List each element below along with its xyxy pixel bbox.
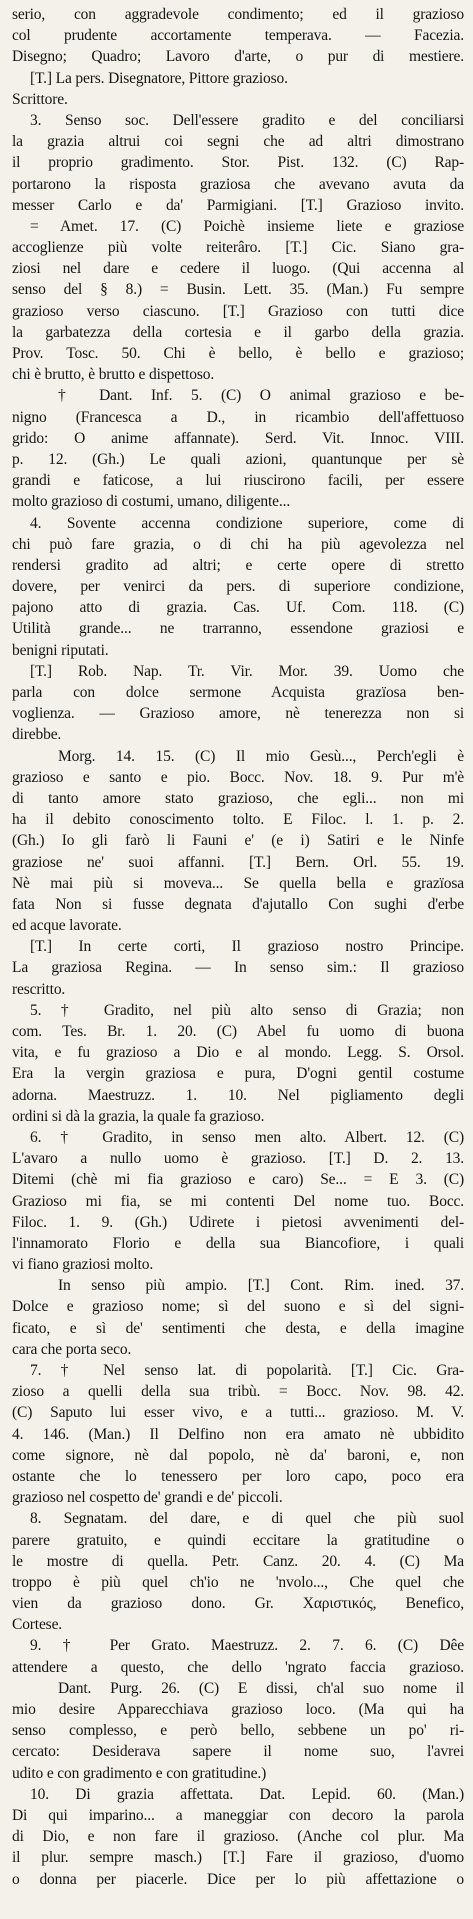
text-line: molto grazioso di costumi, umano, diligente... [12, 493, 291, 511]
text-line: la grazia altrui coi segni che ad altri dimostrano [12, 133, 464, 151]
text-line: pajono atto di grazia. Cas. Uf. Com. 118. (C) [12, 599, 464, 617]
text-line: messer Carlo e da' Parmigiani. [T.] Grazioso invito. [12, 196, 464, 214]
text-line: chi è brutto, è brutto e dispettoso. [12, 366, 215, 384]
text-line: ordini si dà la grazia, la quale fa grazioso. [12, 1107, 265, 1125]
text-line: rescritto. [12, 980, 66, 998]
text-line: adorna. Maestruzz. 1. 10. Nel pigliamento degli [12, 1086, 464, 1104]
text-line: Era la vergin graziosa e pura, D'ogni gentil costume [12, 1065, 464, 1083]
text-line: 4. 146. (Man.) Il Delfino non era amato nè ubbidito [12, 1425, 464, 1443]
text-line: dovere, per venirci da pers. di superiore condizione, [12, 578, 464, 596]
text-line: 7. † Nel senso lat. di popolarità. [T.] Cic. Gra- [30, 1362, 464, 1379]
text-line: 3. Senso soc. Dell'essere gradito e del conciliarsi [30, 111, 464, 129]
text-line: col prudente accortamente temperava. — Facezia. [12, 27, 464, 45]
text-line: senso complesso, e però bello, sebbene un po' ri- [12, 1722, 464, 1740]
text-line: Scrittore. [12, 90, 68, 108]
text-line: udito e con gradimento e con gratitudine.) [12, 1764, 267, 1782]
text-line: Nè mai più si moveva... Se quella bella e grazïosa [12, 874, 464, 892]
text-line: [T.] Rob. Nap. Tr. Vir. Mor. 39. Uomo che [30, 662, 464, 680]
text-line: 5. † Gradito, nel più alto senso di Grazia; non [30, 1001, 464, 1019]
text-line: Utilità grande... ne trarranno, essendone graziosi e [12, 620, 464, 638]
text-line: grazioso e santo e pio. Bocc. Nov. 18. 9. Pur m'è [12, 768, 464, 786]
text-line: (Gh.) Io gli farò li Fauni e' (e i) Satiri e le Ninfe [12, 832, 464, 850]
text-line: parere gratuito, e quindi eccitare la gratitudine o [12, 1531, 464, 1549]
text-line: ha il debito conoscimento tolto. E Filoc. l. 1. p. 2. [12, 811, 464, 829]
text-line: zioso a quelli della sua tribù. = Bocc. Nov. 98. 42. [12, 1383, 464, 1401]
text-line: il plur. sempre masch.) [T.] Fare il grazioso, d'uomo [12, 1849, 464, 1867]
text-line: ficato, e sì de' sentimenti che desta, e della imagine [12, 1319, 464, 1337]
text-line: 10. Di grazia affettata. Dat. Lepid. 60. (Man.) [30, 1785, 464, 1803]
text-line: il proprio gradimento. Stor. Pist. 132. (C) Rap- [12, 154, 464, 172]
text-line: grandi e faticose, a lui riuscirono facili, per essere [12, 472, 464, 490]
text-line: [T.] La pers. Disegnatore, Pittore grazioso. [30, 69, 288, 87]
text-line: p. 12. (Gh.) Le quali azioni, quantunque per sè [12, 450, 464, 468]
text-line: rendersi gradito ad altri; e certe opere di stretto [12, 556, 464, 574]
text-line: Disegno; Quadro; Lavoro d'arte, o pur di mestiere. [12, 48, 464, 66]
text-line: di tanto amore stato grazioso, che egli... non mi [12, 789, 464, 807]
text-line: = Amet. 17. (C) Poichè insieme liete e graziose [30, 217, 464, 235]
text-line: La graziosa Regina. — In senso sim.: Il grazioso [12, 959, 464, 977]
text-line: l'innamorato Florio e della sua Biancofiore, i quali [12, 1234, 464, 1252]
text-line: vien da grazioso dono. Gr. Χαριστικός, Benefico, [12, 1595, 464, 1613]
text-line: la garbatezza della cortesia e il garbo della grazia. [12, 323, 464, 341]
text-line: † Dant. Inf. 5. (C) O animal grazioso e be- [58, 387, 464, 405]
text-line: ed acque lavorate. [12, 917, 122, 935]
text-line: com. Tes. Br. 1. 20. (C) Abel fu uomo di buona [12, 1023, 464, 1040]
text-line: Di qui imparino... a maneggiar con decoro la parola [12, 1806, 464, 1824]
text-line: 4. Sovente accenna condizione superiore, come di [30, 514, 464, 532]
text-line: o donna per piacerle. Dice per lo più affettazione o [12, 1870, 464, 1888]
text-line: benigni riputati. [12, 641, 109, 659]
text-line: [T.] In certe corti, Il grazioso nostro Principe. [30, 938, 464, 956]
text-line: Cortese. [12, 1616, 63, 1634]
text-line: Morg. 14. 15. (C) Il mio Gesù..., Perch'egli è [58, 747, 464, 765]
text-line: portarono la risposta graziosa che avevano avuta da [12, 175, 464, 193]
text-line: senso del § 8.) = Busin. Lett. 35. (Man.) Fu sempre [12, 281, 464, 299]
text-line: vi fiano graziosi molto. [12, 1256, 154, 1274]
text-line: grazioso nel cospetto de' grandi e de' piccoli. [12, 1489, 283, 1507]
text-line: fata Non si fusse degnata d'ajutallo Con sughi d'erbe [12, 895, 464, 913]
text-line: direbbe. [12, 726, 62, 744]
text-line: 6. † Gradito, in senso men alto. Albert. 12. (C) [30, 1128, 464, 1146]
text-line: come signore, nè dal popolo, nè da' baroni, e, non [12, 1446, 464, 1464]
text-line: serio, con aggradevole condimento; ed il grazioso [12, 6, 464, 23]
text-line: vita, e fu grazioso a Dio e al mondo. Legg. S. Orsol. [12, 1044, 464, 1062]
text-line: In senso più ampio. [T.] Cont. Rim. ined. 37. [58, 1277, 464, 1295]
text-line: 9. † Per Grato. Maestruzz. 2. 7. 6. (C) Dêe [30, 1637, 464, 1655]
text-line: le mostre di quella. Petr. Canz. 20. 4. (C) Ma [12, 1552, 464, 1570]
text-line: graziose ne' suoi affanni. [T.] Bern. Orl. 55. 19. [12, 853, 464, 871]
text-line: troppo è più quel ch'io ne 'nvolo..., Che quel che [12, 1573, 464, 1591]
text-line: Filoc. 1. 9. (Gh.) Udirete i pietosi avvenimenti del- [12, 1213, 464, 1231]
text-line: Grazioso mi fia, se mi contenti Del nome tuo. Bocc. [12, 1192, 464, 1210]
text-line: ziosi nel dare e cedere il luogo. (Qui accenna al [12, 260, 464, 278]
text-line: grazioso verso ciascuno. [T.] Grazioso con tutti dice [12, 302, 464, 320]
text-line: cercato: Desiderava sapere il nome suo, l'avrei [12, 1743, 464, 1761]
text-line: Dant. Purg. 26. (C) E dissi, ch'al suo nome il [58, 1679, 464, 1697]
text-line: di Dio, e non fare il grazioso. (Anche col plur. Ma [12, 1828, 464, 1846]
text-line: nigno (Francesca a D., in ricambio dell'affettuoso [12, 408, 464, 426]
text-line: L'avaro a nullo uomo è grazioso. [T.] D. 2. 13. [12, 1150, 464, 1168]
text-line: accoglienze più volte reiterâro. [T.] Cic. Siano gra- [12, 239, 464, 257]
text-line: ostante che lo tenessero per loro capo, poco era [12, 1467, 464, 1485]
text-line: attendere a questo, che dello 'ngrato faccia grazioso. [12, 1658, 464, 1676]
text-line: Dolce e grazioso nome; sì del suono e sì del signi- [12, 1298, 464, 1316]
text-line: Ditemi (chè mi fia grazioso e caro) Se... = E 3. (C) [12, 1171, 464, 1189]
text-line: grido: O anime affannate). Serd. Vit. Innoc. VIII. [12, 429, 464, 447]
text-line: chi può fare grazia, o di chi ha più agevolezza nel [12, 535, 464, 553]
text-line: mio desire Apparecchiava grazioso loco. (Ma qui ha [12, 1701, 464, 1718]
text-line: Prov. Tosc. 50. Chi è bello, è bello e grazioso; [12, 345, 464, 362]
text-line: parla con dolce sermone Acquista grazïosa ben- [12, 684, 464, 701]
text-line: voglienza. — Grazioso amore, nè tenerezza non si [12, 705, 464, 723]
text-line: (C) Saputo lui esser vivo, e a tutti... grazioso. M. V. [12, 1404, 464, 1422]
text-line: cara che porta seco. [12, 1340, 132, 1358]
text-line: 8. Segnatam. del dare, e di quel che più suol [30, 1510, 464, 1528]
